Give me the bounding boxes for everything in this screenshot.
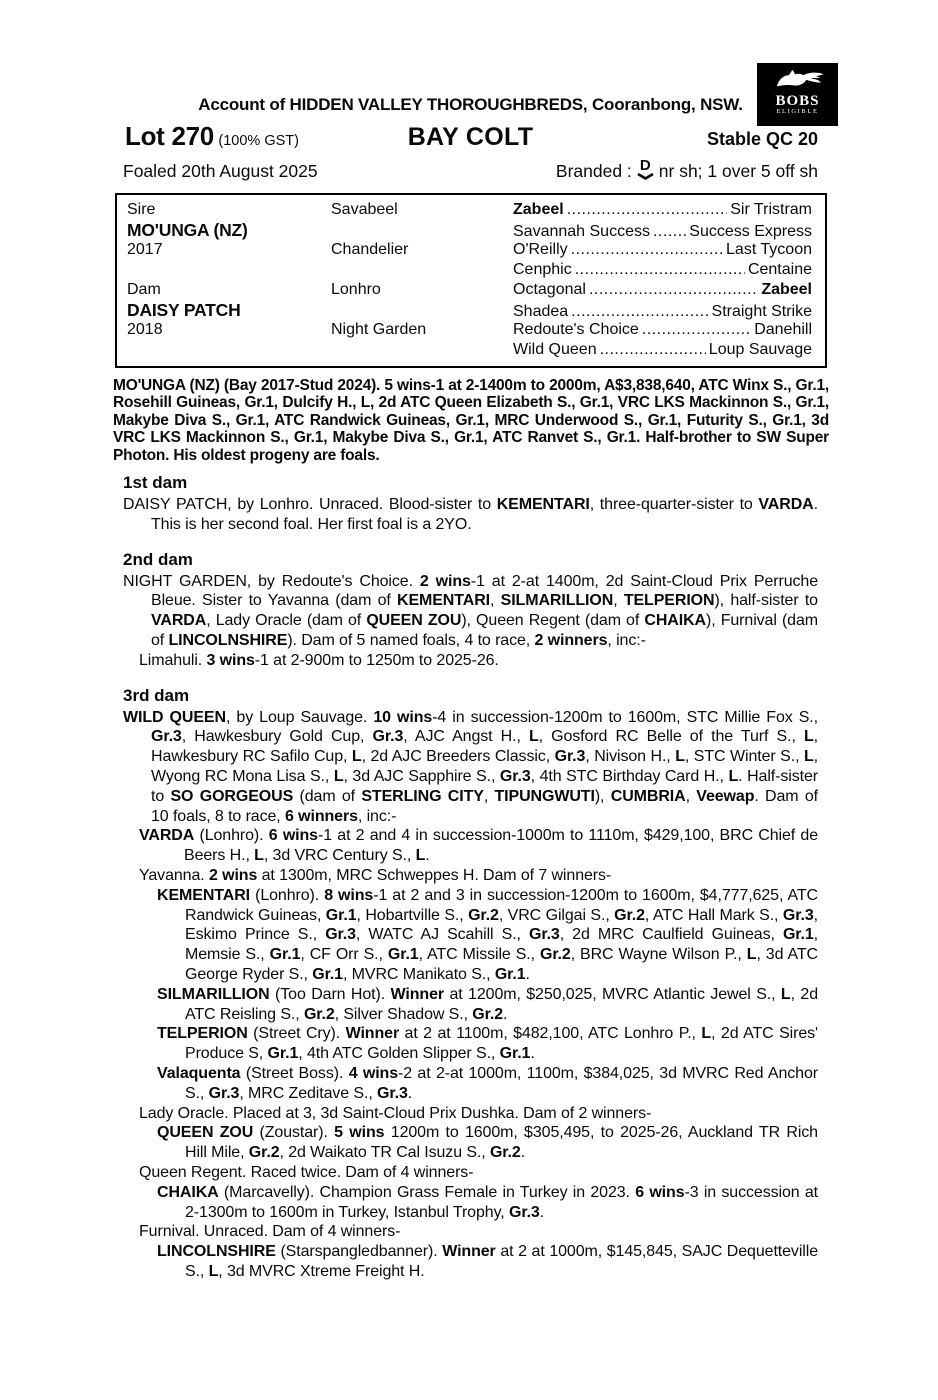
progeny-entry: TELPERION (Street Cry). Winner at 2 at 1100m, $482,100, ATC Lonhro P., L, 2d ATC Sires' Produce S, Gr.1, 4th ATC Golden Slipper S., Gr.1. xyxy=(157,1025,818,1063)
sire-race-record-blurb: MO'UNGA (NZ) (Bay 2017-Stud 2024). 5 wins-1 at 2-1400m to 2000m, A$3,838,640, ATC Winx S., Gr.1, Rosehill Guineas, Gr.1, Dulcify H., L, 2d ATC Queen Elizabeth S., Gr.1, VRC LKS Mackinnon S., Gr.1, Makybe Diva S., Gr.1, ATC Randwick Guineas, Gr.1, MRC Underwood S., Gr.1, Futurity S., Gr.1, 3d VRC LKS Mackinnon S., Gr.1, Makybe Diva S., Gr.1, ATC Ranvet S., Gr.1. Half-brother to SW Super Photon. His oldest progeny are foals. xyxy=(113,377,829,464)
progeny-entry: Lady Oracle. Placed at 3, 3d Saint-Cloud Prix Dushka. Dam of 2 winners- xyxy=(139,1104,652,1122)
brand-letter: D xyxy=(639,156,651,174)
dot-leader xyxy=(600,340,706,360)
section-heading-1st-dam: 1st dam xyxy=(123,473,188,493)
pedigree-row xyxy=(127,300,812,320)
pedigree-row xyxy=(127,260,812,280)
ancestor-name: Danehill xyxy=(754,321,812,338)
dot-leader xyxy=(589,280,758,300)
section-heading-2nd-dam: 2nd dam xyxy=(123,549,193,569)
ancestor-name: Zabeel xyxy=(761,281,812,298)
ancestor-name: Savannah Success xyxy=(513,223,650,240)
branded-prefix: Branded : xyxy=(555,161,632,181)
dot-leader xyxy=(571,240,723,260)
bobs-logo-subtitle: ELIGIBLE xyxy=(776,108,819,115)
ancestor-name: Last Tycoon xyxy=(726,241,812,258)
pedigree-table xyxy=(115,193,827,368)
ancestor-pair xyxy=(513,222,812,242)
ancestor-name: Zabeel xyxy=(513,201,564,218)
ancestor-name: Shadea xyxy=(513,303,569,320)
pedigree-row xyxy=(127,220,812,240)
dam-entry: NIGHT GARDEN, by Redoute's Choice. 2 wins-1 at 2-at 1400m, 2d Saint-Cloud Prix Perruche Bleue. Sister to Yavanna (dam of KEMENTARI, SILMARILLION, TELPERION), half-sister to VARDA, Lady Oracle (dam of QUEEN ZOU), Queen Regent (dam of CHAIKA), Furnival (dam of LINCOLNSHIRE). Dam of 5 named foals, 4 to race, 2 winners, inc:- xyxy=(123,572,819,650)
progeny-entry: Valaquenta (Street Boss). 4 wins-2 at 2-at 1000m, 1100m, $384,025, 3d MVRC Red Anchor S., Gr.3, MRC Zeditave S., Gr.3. xyxy=(157,1064,818,1102)
progeny-entry: QUEEN ZOU (Zoustar). 5 wins 1200m to 1600m, $305,495, to 2025-26, Auckland TR Rich Hill Mile, Gr.2, 2d Waikato TR Cal Isuzu S., Gr.2. xyxy=(157,1124,818,1162)
catalogue-content xyxy=(113,0,829,1282)
progeny-entry: LINCOLNSHIRE (Starspangledbanner). Winner at 2 at 1000m, $145,845, SAJC Dequetteville S., L, 3d MVRC Xtreme Freight H. xyxy=(157,1243,818,1280)
ancestor-name: Success Express xyxy=(689,223,812,240)
progeny-entry: Furnival. Unraced. Dam of 4 winners- xyxy=(139,1223,401,1241)
vendor-account-line: Account of HIDDEN VALLEY THOROUGHBREDS, Cooranbong, NSW. xyxy=(198,95,743,114)
ancestor-name: Sir Tristram xyxy=(730,201,812,218)
progeny-entry: VARDA (Lonhro). 6 wins-1 at 2 and 4 in succession-1000m to 1110m, $429,100, BRC Chief de Beers H., L, 3d VRC Century S., L. xyxy=(139,827,819,865)
progeny-entry: SILMARILLION (Too Darn Hot). Winner at 1200m, $250,025, MVRC Atlantic Jewel S., L, 2d ATC Reisling S., Gr.2, Silver Shadow S., Gr.2. xyxy=(157,985,818,1023)
ancestor-pair xyxy=(513,320,812,340)
ancestor-name: Cenphic xyxy=(513,261,572,278)
foaling-branding-row xyxy=(123,156,818,182)
ancestor-pair xyxy=(513,260,812,280)
pedigree-row xyxy=(127,240,812,260)
ancestor-name: Redoute's Choice xyxy=(513,321,639,338)
dot-leader xyxy=(653,222,686,242)
dam-name: DAISY PATCH xyxy=(127,300,241,320)
ancestor-name: Centaine xyxy=(747,261,812,278)
dot-leader xyxy=(571,302,708,322)
progeny-entry: CHAIKA (Marcavelly). Champion Grass Female in Turkey in 2023. 6 wins-3 in succession at 2-1300m to 1600m in Turkey, Istanbul Trophy, Gr.3. xyxy=(157,1183,819,1221)
branding-description xyxy=(555,156,818,182)
pedigree-row xyxy=(127,280,812,300)
dot-leader xyxy=(642,320,751,340)
sire-name: MO'UNGA (NZ) xyxy=(127,220,248,240)
dot-leader xyxy=(575,260,745,280)
dot-leader xyxy=(567,200,728,220)
stable-label: Stable QC 20 xyxy=(706,129,818,149)
ancestor-name: Wild Queen xyxy=(513,341,597,358)
dam-entry: DAISY PATCH, by Lonhro. Unraced. Blood-sister to KEMENTARI, three-quarter-sister to VARDA. This is her second foal. Her first foal is a 2YO. xyxy=(123,496,818,533)
lot-number: Lot 270 xyxy=(125,121,214,151)
ancestor-pair xyxy=(513,280,812,300)
progeny-entry: Yavanna. 2 wins at 1300m, MRC Schweppes H. Dam of 7 winners- xyxy=(139,866,612,884)
ancestor-pair xyxy=(513,240,812,260)
dam-year: 2018 xyxy=(127,321,163,338)
pedigree-row xyxy=(127,320,812,340)
granddam-name: Night Garden xyxy=(331,321,427,338)
ancestor-name: Octagonal xyxy=(513,281,586,298)
brand-mark-icon xyxy=(637,156,654,180)
pedigree-row xyxy=(127,200,812,220)
section-heading-3rd-dam: 3rd dam xyxy=(123,685,190,705)
ancestor-pair xyxy=(513,302,812,322)
progeny-entry: Queen Regent. Raced twice. Dam of 4 winners- xyxy=(139,1163,474,1181)
ancestor-name: O'Reilly xyxy=(513,241,568,258)
brand-chevron-icon xyxy=(637,173,654,180)
dam-entry: WILD QUEEN, by Loup Sauvage. 10 wins-4 in succession-1200m to 1600m, STC Millie Fox S., Gr.3, Hawkesbury Gold Cup, Gr.3, AJC Angst H., L, Gosford RC Belle of the Turf S., L, Hawkesbury RC Safilo Cup, L, 2d AJC Breeders Classic, Gr.3, Nivison H., L, STC Winter S., L, Wyong RC Mona Lisa S., L, 3d AJC Sapphire S., Gr.3, 4th STC Birthday Card H., L. Half-sister to SO GORGEOUS (dam of STERLING CITY, TIPUNGWUTI), CUMBRIA, Veewap. Dam of 10 foals, 8 to race, 6 winners, inc:- xyxy=(123,708,818,825)
sire-label: Sire xyxy=(127,201,156,218)
ancestor-pair xyxy=(513,340,812,360)
damsire-name: Lonhro xyxy=(331,281,381,298)
ancestor-pair xyxy=(513,200,812,220)
grandsire-name: Savabeel xyxy=(331,201,398,218)
brand-location-text: nr sh; 1 over 5 off sh xyxy=(658,161,818,181)
dam-label: Dam xyxy=(127,281,161,298)
granddam-name: Chandelier xyxy=(331,241,409,258)
gst-label: (100% GST) xyxy=(218,133,299,149)
sire-year: 2017 xyxy=(127,241,163,258)
horse-sex-title: BAY COLT xyxy=(407,123,534,151)
bobs-logo-title: BOBS xyxy=(775,93,820,109)
progeny-entry: Limahuli. 3 wins-1 at 2-900m to 1250m to 2025-26. xyxy=(139,651,499,669)
pedigree-row xyxy=(127,340,812,360)
ancestor-name: Loup Sauvage xyxy=(708,341,812,358)
ancestor-name: Straight Strike xyxy=(711,303,812,320)
progeny-entry: KEMENTARI (Lonhro). 8 wins-1 at 2 and 3 in succession-1200m to 1600m, $4,777,625, ATC Randwick Guineas, Gr.1, Hobartville S., Gr.2, VRC Gilgai S., Gr.2, ATC Hall Mark S., Gr.3, Eskimo Prince S., Gr.3, WATC AJ Scahill S., Gr.3, 2d MRC Caulfield Guineas, Gr.1, Memsie S., Gr.1, CF Orr S., Gr.1, ATC Missile S., Gr.2, BRC Wayne Wilson P., L, 3d ATC George Ryder S., Gr.1, MVRC Manikato S., Gr.1. xyxy=(157,886,819,983)
foaled-date: Foaled 20th August 2025 xyxy=(123,161,318,181)
lot-header-row xyxy=(123,121,818,152)
